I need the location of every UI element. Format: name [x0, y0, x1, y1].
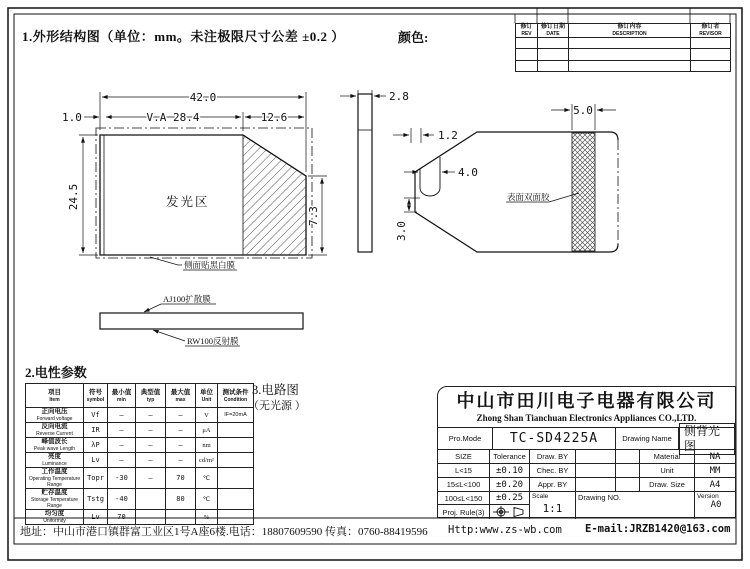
version-cell — [695, 492, 735, 519]
tape-band — [572, 133, 595, 251]
signoff-cell — [576, 450, 616, 464]
param-header-min: 最小值 min — [108, 384, 136, 408]
film-stack-view — [100, 294, 303, 346]
footer-address: 地址：中山市港口镇群富工业区1号A座6楼.电话：18807609590 传真：0760-88419596 — [20, 526, 428, 538]
revision-row — [516, 60, 731, 71]
diffuser-label: AJ100扩散膜 — [163, 294, 211, 304]
dim-total-width: 42.0 — [189, 91, 217, 104]
version-label: Version — [697, 493, 719, 500]
param-row: 反向电流 Reverse Current IR — — — μA — [26, 423, 254, 438]
section3-note: （无光源 ） — [248, 400, 306, 412]
color-label: 颜色: — [398, 30, 429, 45]
dim-height: 24.5 — [67, 183, 80, 211]
revision-row — [516, 38, 731, 49]
wedge-hatch — [243, 135, 306, 255]
section1-title: 1.外形结构图（单位：mm。未注极限尺寸公差 ±0.2 ） — [22, 29, 345, 44]
footer-email: E-mail:JRZB1420@163.com — [585, 523, 731, 535]
tol-value-2: ±0.20 — [490, 478, 530, 492]
drawing-name-value: 侧背光图 — [679, 423, 735, 455]
dim-va: V.A 28.4 — [146, 111, 200, 124]
param-row: 均匀度 Uniformity Lv 70 % — [26, 510, 254, 525]
drawing-no-label: Drawing NO. — [576, 492, 695, 519]
chec-by-label: Chec. BY — [530, 464, 576, 478]
param-header-typ: 典型值 typ — [136, 384, 166, 408]
side-film-label: 侧面贴黑白膜 — [184, 260, 236, 270]
dim-band: 5.0 — [573, 104, 593, 117]
first-angle-projection-icon — [493, 506, 527, 518]
param-header-item: 项目 Item — [26, 384, 84, 408]
revision-extension-lines — [515, 8, 730, 23]
front-view — [62, 91, 327, 270]
drawing-name-label: Drawing Name — [616, 428, 679, 449]
param-row: 正向电压 Forward voltage Vf — — — V IF=20mA — [26, 408, 254, 423]
revision-header-revisor: 修订者 REVISOR — [691, 24, 731, 38]
section2-title: 2.电性参数 — [25, 365, 87, 380]
title-block-grid — [438, 450, 735, 519]
pro-mode-value: TC-SD4225A — [493, 428, 616, 449]
unit-value: MM — [695, 464, 735, 478]
tol-value-3: ±0.25 — [490, 492, 530, 505]
size-label: SIZE — [438, 450, 490, 464]
revision-header-date: 修订日期 DATE — [538, 24, 569, 38]
draw-size-label: Draw. Size — [640, 478, 695, 492]
signoff-cell — [576, 464, 616, 478]
unit-label: Unit — [640, 464, 695, 478]
param-header-condition: 测试条件 Condition — [218, 384, 254, 408]
draw-by-label: Draw. BY — [530, 450, 576, 464]
scale-cell — [530, 492, 576, 519]
dim-exit-height: 7.3 — [307, 206, 320, 226]
dim-slot: 4.0 — [458, 166, 478, 179]
company-name-en: Zhong Shan Tianchuan Electronics Appliances CO.,LTD. — [476, 413, 697, 423]
proj-rule-label: Proj. Rule(3) — [438, 505, 490, 519]
tol-value-1: ±0.10 — [490, 464, 530, 478]
dim-wedge: 12.6 — [260, 111, 288, 124]
tape-label: 表面双面胶 — [507, 192, 550, 202]
material-label: Material — [640, 450, 695, 464]
version-value: A0 — [710, 500, 722, 510]
dim-height-lines — [79, 135, 98, 255]
revision-row — [516, 49, 731, 60]
dim-edge3: 3.0 — [395, 221, 408, 241]
tol-range-2: 15≤L<100 — [438, 478, 490, 492]
param-row: 亮度 Luminance Lv — — — cd/m² — [26, 453, 254, 468]
revision-header-description: 修订内容 DESCRIPTION — [569, 24, 691, 38]
projection-symbol-cell — [490, 505, 530, 519]
emitting-area-label: 发光区 — [166, 195, 210, 209]
footer-website: Http:www.zs-wb.com — [448, 524, 562, 536]
param-header-max: 最大值 max — [166, 384, 196, 408]
scale-value: 1:1 — [542, 502, 563, 515]
back-view — [393, 104, 618, 252]
section3-title: 3.电路图 — [252, 383, 299, 397]
dim-offset: 1.2 — [438, 129, 458, 142]
scale-label: Scale — [532, 493, 549, 500]
parameter-table — [25, 383, 254, 525]
param-row: 工作温度 Operating Temperature Range Topr -30 — 70 ℃ — [26, 468, 254, 489]
revision-table — [515, 23, 731, 72]
param-header-symbol: 符号 symbol — [84, 384, 108, 408]
reflector-leader — [153, 330, 185, 341]
dim-thickness: 2.8 — [389, 90, 409, 103]
tol-range-3: 100≤L<150 — [438, 492, 490, 505]
draw-size-value: A4 — [695, 478, 735, 492]
dim-offset-lines — [393, 128, 434, 143]
tolerance-label: Tolerance — [490, 450, 530, 464]
param-row: 峰值波长 Peak wave Length λP — — — nm — [26, 438, 254, 453]
param-row: 贮存温度 Storage Temperature Range Tstg -40 80 ℃ — [26, 489, 254, 510]
model-row — [438, 423, 735, 453]
tol-range-1: L<15 — [438, 464, 490, 478]
signoff-cell — [616, 450, 640, 464]
company-name-cn: 中山市田川电子电器有限公司 — [456, 391, 717, 411]
signoff-cell — [616, 464, 640, 478]
revision-header-rev: 修订 REV — [516, 24, 538, 38]
reflector-label: RW100反射膜 — [187, 336, 239, 346]
param-header-unit: 单位 Unit — [196, 384, 218, 408]
appr-by-label: Appr. BY — [530, 478, 576, 492]
title-block — [437, 386, 736, 518]
signoff-cell — [616, 478, 640, 492]
diffuser-leader — [144, 304, 161, 312]
signoff-cell — [576, 478, 616, 492]
material-value: NA — [695, 450, 735, 464]
pro-mode-label: Pro.Mode — [438, 428, 493, 449]
dim-edge: 1.0 — [62, 111, 82, 124]
